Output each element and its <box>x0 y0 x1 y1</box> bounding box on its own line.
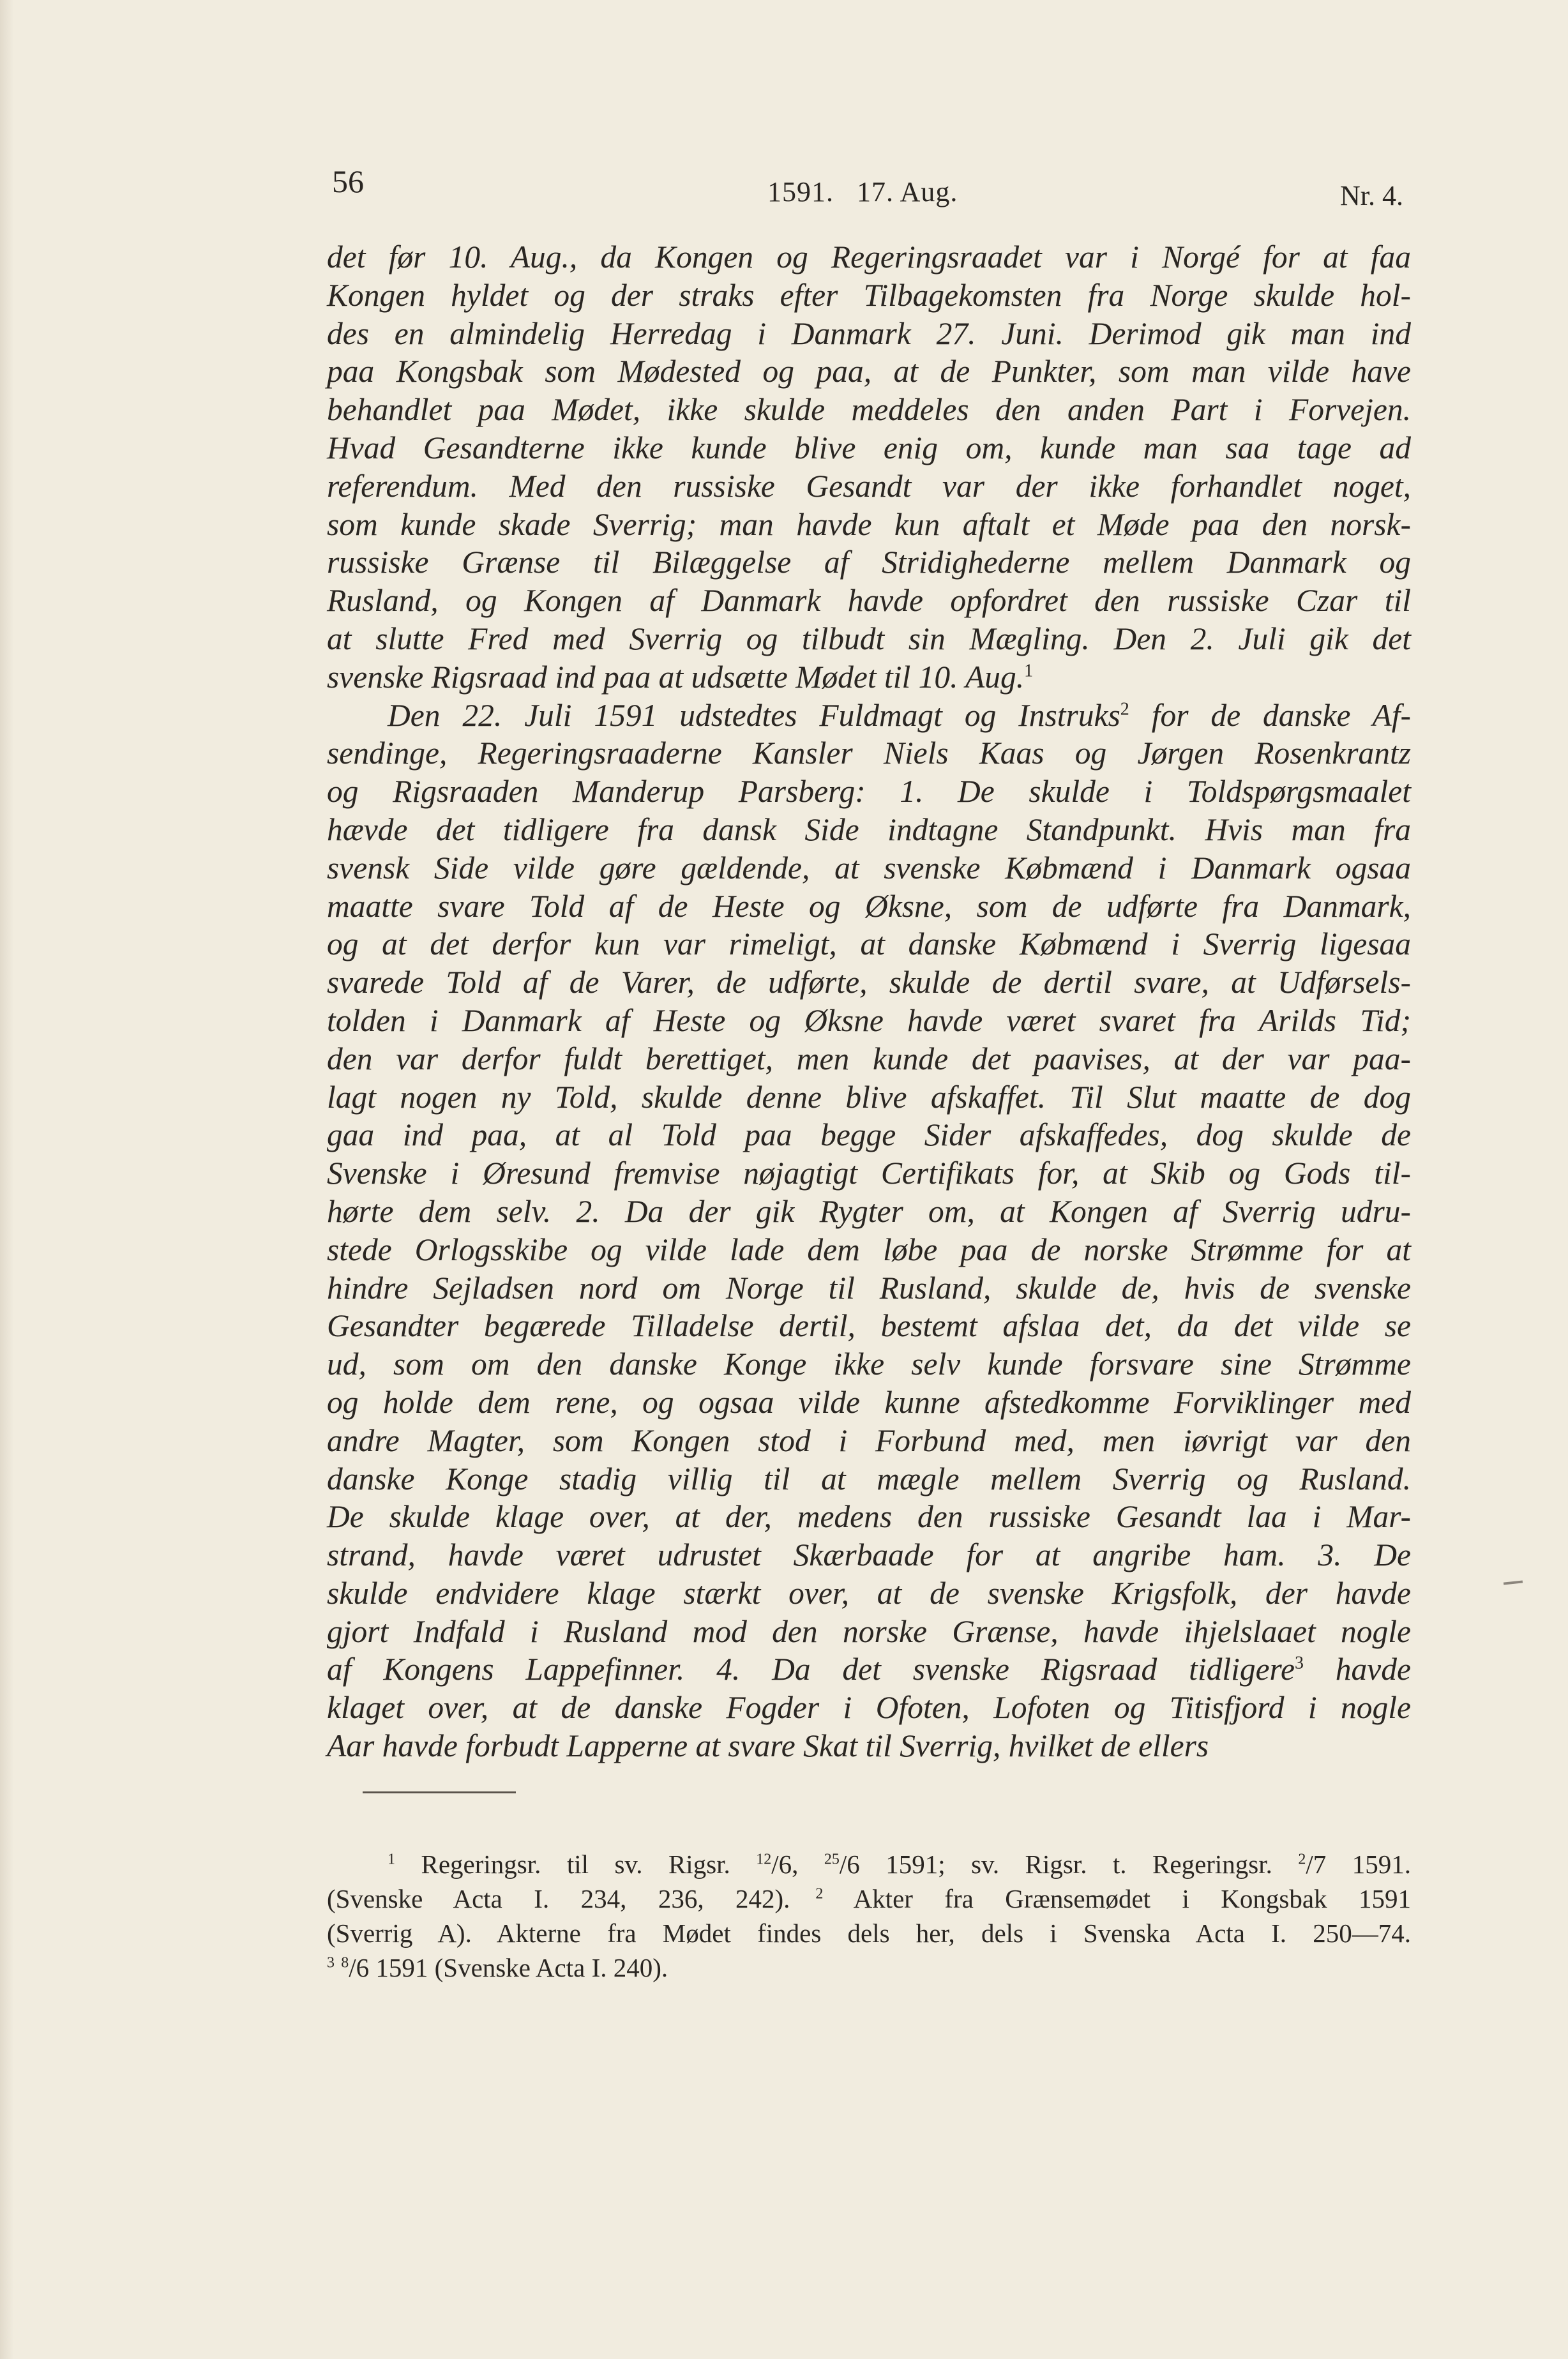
text-line: det før 10. Aug., da Kongen og Regeringsraadet var i Norgé for at faa <box>327 239 1411 275</box>
fraction-denominator: /6, <box>771 1850 824 1879</box>
text-line: Hvad Gesandterne ikke kunde blive enig om, kunde man saa tage ad <box>327 430 1411 465</box>
text-segment: for de danske Af- <box>1129 697 1411 733</box>
footnote-divider <box>363 1791 516 1793</box>
text-line: at slutte Fred med Sverrig og tilbudt sin Mægling. Den 2. Juli gik det <box>327 621 1411 656</box>
margin-mark <box>1504 1580 1523 1585</box>
text-line: hørte dem selv. 2. Da der gik Rygter om, at Kongen af Sverrig udru- <box>327 1193 1411 1229</box>
text-line: gaa ind paa, at al Told paa begge Sider afskaffedes, dog skulde de <box>327 1117 1411 1153</box>
text-line: den var derfor fuldt berettiget, men kunde det paavises, at der var paa- <box>327 1041 1411 1076</box>
text-line: andre Magter, som Kongen stod i Forbund med, men iøvrigt var den <box>327 1422 1411 1458</box>
footnotes <box>327 1847 1411 1985</box>
page-header <box>327 163 1411 214</box>
text-line: klaget over, at de danske Fogder i Ofoten, Lofoten og Titisfjord i nogle <box>327 1690 1411 1726</box>
fraction-numerator: 8 <box>341 1954 349 1971</box>
text-line: des en almindelig Herredag i Danmark 27. Juni. Derimod gik man ind <box>327 315 1411 351</box>
text-line: maatte svare Told af de Heste og Øksne, som de udførte fra Danmark, <box>327 888 1411 924</box>
text-line: strand, havde været udrustet Skærbaade for at angribe ham. 3. De <box>327 1537 1411 1573</box>
footnote-ref: 1 <box>1024 661 1034 681</box>
footnote-line <box>327 1881 1411 1916</box>
text-line <box>327 1650 1411 1689</box>
text-line: danske Konge stadig villig til at mægle mellem Sverrig og Rusland. <box>327 1461 1411 1496</box>
text-line: lagt nogen ny Told, skulde denne blive afskaffet. Til Slut maatte de dog <box>327 1079 1411 1115</box>
footnote-ref: 2 <box>1120 699 1129 720</box>
text-line: stede Orlogsskibe og vilde lade dem løbe paa de norske Strømme for at <box>327 1232 1411 1267</box>
footnote-text: Akter fra Grænsemødet i Kongsbak 1591 <box>823 1884 1411 1913</box>
text-line: sendinge, Regeringsraaderne Kansler Niels Kaas og Jørgen Rosenkrantz <box>327 735 1411 771</box>
page-number: 56 <box>332 163 364 199</box>
text-segment: Den 22. Juli 1591 udstedtes Fuldmagt og Instruks <box>388 697 1120 733</box>
text-segment: af Kongens Lappefinner. 4. Da det svenske Rigsraad tidligere <box>327 1652 1295 1687</box>
text-line: hindre Sejladsen nord om Norge til Rusland, skulde de, hvis de svenske <box>327 1270 1411 1306</box>
footnote-marker: 1 <box>388 1851 395 1868</box>
text-line: og Rigsraaden Manderup Parsberg: 1. De skulde i Toldspørgsmaalet <box>327 774 1411 810</box>
footnote-text: (Svenske Acta I. 234, 236, 242). <box>327 1884 790 1913</box>
document-number: Nr. 4. <box>1340 180 1403 211</box>
text-segment: svenske Rigsraad ind paa at udsætte Mødet til 10. Aug. <box>327 659 1025 695</box>
body-text <box>327 238 1411 1765</box>
text-line: behandlet paa Mødet, ikke skulde meddeles den anden Part i Forvejen. <box>327 392 1411 428</box>
footnote-line <box>327 1950 1411 1985</box>
text-line <box>327 697 1411 735</box>
text-line: russiske Grænse til Bilæggelse af Stridighederne mellem Danmark og <box>327 545 1411 580</box>
text-line: og holde dem rene, og ogsaa vilde kunne afstedkomme Forviklinger med <box>327 1384 1411 1420</box>
page-edge <box>0 0 14 2359</box>
text-line: Gesandter begærede Tilladelse dertil, bestemt afslaa det, da det vilde se <box>327 1308 1411 1344</box>
footnote-ref: 3 <box>1294 1653 1304 1673</box>
footnote-line: (Sverrig A). Akterne fra Mødet findes dels her, dels i Svenska Acta I. 250—74. <box>327 1918 1411 1948</box>
text-segment: havde <box>1303 1652 1411 1687</box>
fraction-numerator: 12 <box>756 1851 772 1868</box>
text-line: paa Kongsbak som Mødested og paa, at de Punkter, som man vilde have <box>327 354 1411 389</box>
text-line: Kongen hyldet og der straks efter Tilbagekomsten fra Norge skulde hol- <box>327 277 1411 313</box>
text-line: som kunde skade Sverrig; man havde kun aftalt et Møde paa den norsk- <box>327 506 1411 542</box>
text-line: svensk Side vilde gøre gældende, at svenske Købmænd i Danmark ogsaa <box>327 850 1411 886</box>
footnote-line <box>327 1847 1411 1881</box>
fraction-numerator: 25 <box>824 1851 840 1868</box>
fraction-denominator: /7 1591. <box>1306 1850 1411 1879</box>
text-line: tolden i Danmark af Heste og Øksne havde været svaret fra Arilds Tid; <box>327 1002 1411 1038</box>
footnote-marker: 2 <box>815 1885 824 1903</box>
fraction-denominator: /6 1591; sv. Rigsr. t. Regeringsr. <box>839 1850 1299 1879</box>
text-line: Aar havde forbudt Lapperne at svare Skat til Sverrig, hvilket de ellers <box>327 1728 1209 1764</box>
text-line: Svenske i Øresund fremvise nøjagtigt Certifikats for, at Skib og Gods til- <box>327 1156 1411 1191</box>
footnote-text: /6 1591 (Svenske Acta I. 240). <box>349 1953 668 1982</box>
text-line: skulde endvidere klage stærkt over, at de svenske Krigsfolk, der havde <box>327 1575 1411 1611</box>
text-line: ud, som om den danske Konge ikke selv kunde forsvare sine Strømme <box>327 1346 1411 1382</box>
fraction-numerator: 2 <box>1298 1851 1306 1868</box>
text-line: Rusland, og Kongen af Danmark havde opfordret den russiske Czar til <box>327 583 1411 619</box>
text-line: referendum. Med den russiske Gesandt var der ikke forhandlet noget, <box>327 468 1411 504</box>
text-line: De skulde klage over, at der, medens den russiske Gesandt laa i Mar- <box>327 1499 1411 1535</box>
text-line: og at det derfor kun var rimeligt, at danske Købmænd i Sverrig ligesaa <box>327 926 1411 962</box>
text-line: gjort Indfald i Rusland mod den norske Grænse, havde ihjelslaaet nogle <box>327 1613 1411 1649</box>
text-line: svarede Told af de Varer, de udførte, skulde de dertil svare, at Udførsels- <box>327 965 1411 1000</box>
footnote-text: Regeringsr. til sv. Rigsr. <box>395 1850 757 1879</box>
date-heading: 1591. 17. Aug. <box>767 176 958 207</box>
footnote-marker: 3 <box>327 1954 335 1971</box>
text-line <box>327 658 1411 697</box>
text-line: hævde det tidligere fra dansk Side indtagne Standpunkt. Hvis man fra <box>327 811 1411 847</box>
